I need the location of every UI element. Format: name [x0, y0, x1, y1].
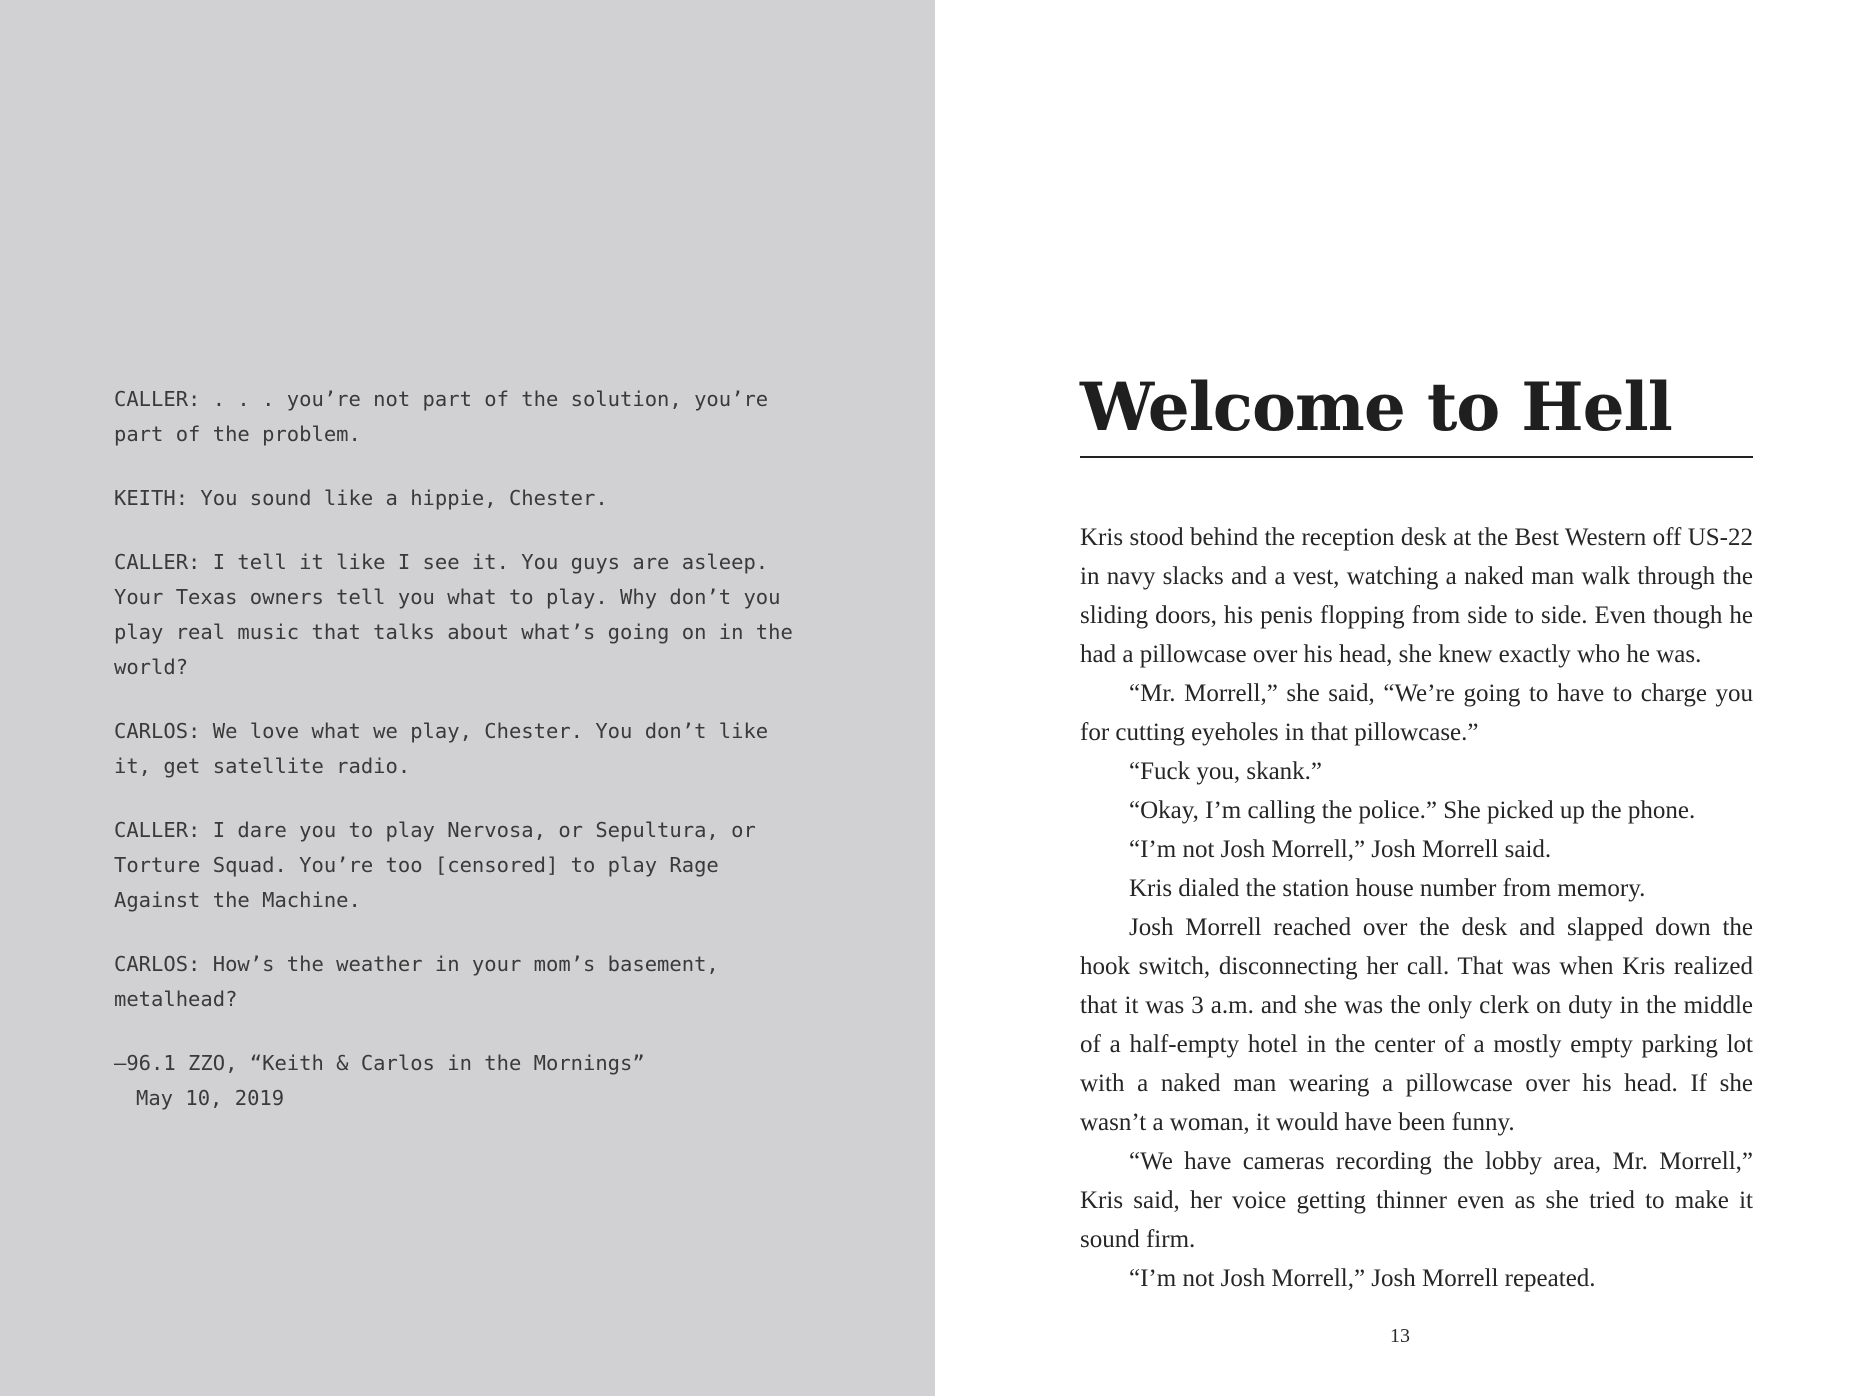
epigraph-credit — [114, 1046, 794, 1116]
transcript-line: CALLER: I tell it like I see it. You guys are asleep. Your Texas owners tell you what to play. Why don’t you play real music that talks about what’s going on in the world? — [114, 550, 793, 679]
body-paragraph: Josh Morrell reached over the desk and slapped down the hook switch, disconnecting her call. That was when Kris realized that it was 3 a.m. and she was the only clerk on duty in the middle of a half-empty hotel in the center of a mostly empty parking lot with a naked man wearing a pillowcase over his head. If she wasn’t a woman, it would have been funny. — [1080, 914, 1753, 1136]
page-number: 13 — [1390, 1325, 1410, 1347]
chapter-title: Welcome to Hell — [1080, 368, 1672, 446]
transcript-line: KEITH: You sound like a hippie, Chester. — [114, 486, 608, 510]
chapter-body — [1080, 518, 1753, 1298]
body-paragraph: “Okay, I’m calling the police.” She picked up the phone. — [1129, 797, 1696, 824]
credit-source: —96.1 ZZO, “Keith & Carlos in the Mornings” — [114, 1051, 645, 1075]
body-paragraph: “Fuck you, skank.” — [1129, 758, 1323, 785]
body-paragraph: Kris stood behind the reception desk at the Best Western off US-22 in navy slacks and a vest, watching a naked man walk through the sliding doors, his penis flopping from side to side. Even though he had a pillowcase over his head, she knew exactly who he was. — [1080, 524, 1753, 668]
body-paragraph: “Mr. Morrell,” she said, “We’re going to have to charge you for cutting eyeholes in that pillowcase.” — [1080, 680, 1753, 746]
body-paragraph: Kris dialed the station house number from memory. — [1129, 875, 1646, 902]
transcript-line: CARLOS: We love what we play, Chester. You don’t like it, get satellite radio. — [114, 719, 769, 778]
radio-transcript-epigraph — [114, 382, 794, 1116]
transcript-line: CALLER: . . . you’re not part of the solution, you’re part of the problem. — [114, 387, 769, 446]
title-divider — [1080, 456, 1753, 458]
body-paragraph: “I’m not Josh Morrell,” Josh Morrell repeated. — [1129, 1265, 1596, 1292]
credit-date: May 10, 2019 — [136, 1086, 285, 1110]
transcript-line: CALLER: I dare you to play Nervosa, or Sepultura, or Torture Squad. You’re too [censored] to play Rage Against the Machine. — [114, 818, 756, 912]
transcript-line: CARLOS: How’s the weather in your mom’s basement, metalhead? — [114, 952, 719, 1011]
body-paragraph: “We have cameras recording the lobby area, Mr. Morrell,” Kris said, her voice getting thinner even as she tried to make it sound firm. — [1080, 1148, 1753, 1253]
body-paragraph: “I’m not Josh Morrell,” Josh Morrell said. — [1129, 836, 1552, 863]
